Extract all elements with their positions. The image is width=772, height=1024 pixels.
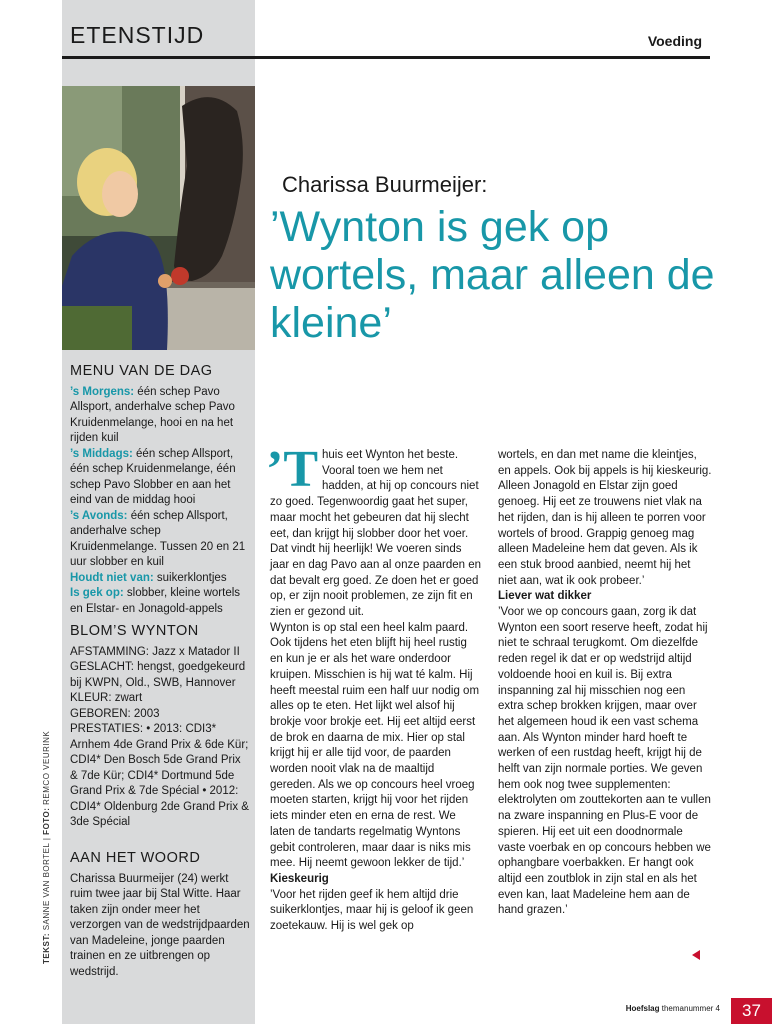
speaker-bio: Charissa Buurmeijer (24) werkt ruim twee jaar bij Stal Witte. Haar taken zijn onder meer het verzorgen van de wedstrijdpaarden van Madeleine, jonge paarden trainen en ze uitbrengen op wedstrijd. bbox=[70, 872, 250, 978]
menu-item-text: één schep Pavo Allsport, anderhalve schep Pavo Kruidenmelange, hooi en na het rijden kuil bbox=[70, 385, 235, 444]
horse-profile-box bbox=[70, 624, 250, 831]
issue-label: themanummer 4 bbox=[659, 1004, 720, 1013]
menu-item-label: Houdt niet van: bbox=[70, 571, 154, 584]
horse-results: PRESTATIES: • 2013: CDI3* Arnhem 4de Grand Prix & 6de Kür; CDI4* Den Bosch 5de Grand Prix & 7de Kür; CDI4* Dortmund 5de Grand Prix & 7de Spécial • 2012: CDI4* Oldenburg 2de Grand Prix & 3de Spécial bbox=[70, 723, 249, 828]
section-title: ETENSTIJD bbox=[70, 22, 205, 48]
menu-item-text: één schep Allsport, anderhalve schep Kruidenmelange. Tussen 20 en 21 uur slobber en kuil bbox=[70, 509, 246, 568]
menu-item bbox=[70, 385, 250, 447]
menu-item bbox=[70, 586, 250, 617]
paragraph: ’Voor het rijden geef ik hem altijd drie suikerklontjes, maar hij is geloof ik geen zoetekauw. Hij is wel gek op bbox=[270, 888, 474, 933]
intro-paragraph bbox=[266, 441, 482, 621]
menu-item-label: ’s Avonds: bbox=[70, 509, 128, 522]
article-column-2 bbox=[498, 448, 712, 919]
menu-item bbox=[70, 447, 250, 509]
menu-item-text: suikerklontjes bbox=[153, 571, 227, 584]
page-number: 37 bbox=[731, 998, 772, 1024]
horse-and-rider-photo bbox=[62, 86, 255, 350]
interviewee-name: Charissa Buurmeijer: bbox=[282, 172, 488, 197]
menu-item-text: één schep Allsport, één schep Kruidenmelange, één schep Pavo Slobber en aan het eind van de middag hooi bbox=[70, 447, 236, 506]
end-of-article-icon bbox=[692, 950, 700, 960]
text-credit-name: SANNE VAN BORTEL | bbox=[42, 834, 51, 933]
text-credit-label: TEKST: bbox=[42, 933, 51, 964]
paragraph: ’Voor we op concours gaan, zorg ik dat Wynton een soort reserve heeft, zodat hij niet te schraal terugkomt. Om diezelfde reden regel ik dat er op wedstrijd altijd voldoende hooi en kuil is. Bij extra inspanning zal hij misschien nog een extra schep brokken krijgen, maar over het algemeen houd ik een vast schema aan. Als Wynton minder hard hoeft te werken of een rustdag heeft, krijgt hij de helft van zijn normale porties. We geven hem ook nog twee supplementen: elektrolyten om zouttekorten aan te vullen na zware inspanning en Plus-E voor de spieren. Hij eet uit een doodnormale vaste voerbak en op concours hebben we ophangbare voerbakken. Er hangt ook altijd een zoutblok in zijn stal en als het even kan, laat Madeleine hem aan de hand grazen.’ bbox=[498, 606, 711, 917]
article-headline: ’Wynton is gek op wortels, maar alleen de kleine’ bbox=[270, 203, 715, 347]
speaker-heading: AAN HET WOORD bbox=[70, 850, 201, 866]
drop-cap: ’T bbox=[266, 441, 318, 498]
menu-van-de-dag-box bbox=[70, 364, 250, 617]
horse-heading: BLOM’S WYNTON bbox=[70, 623, 199, 639]
menu-item-label: ’s Morgens: bbox=[70, 385, 135, 398]
horse-color: KLEUR: zwart bbox=[70, 692, 143, 704]
menu-item bbox=[70, 509, 250, 571]
horse-pedigree: AFSTAMMING: Jazz x Matador II bbox=[70, 645, 240, 658]
menu-item bbox=[70, 571, 250, 587]
photo-credit-label: FOTO: bbox=[42, 807, 51, 835]
speaker-box bbox=[70, 851, 250, 980]
subheading-liever-wat-dikker: Liever wat dikker bbox=[498, 590, 592, 603]
category-label: Voeding bbox=[647, 33, 702, 49]
photo-credit-name: REMCO VEURINK bbox=[42, 730, 51, 808]
paragraph-text: huis eet Wynton het beste. Vooral toen we hem net hadden, at hij op concours niet zo goed. Tegenwoordig gaat het super, maar mocht het gebeuren dat hij slecht eet, dan krijgt hij slobber door het voer. Dat vindt hij heerlijk! We voeren sinds jaar en dag Pavo aan al onze paarden en dat bevalt erg goed. Ze doen het er goed op, er zijn nooit problemen, ze zijn fit en zien er gezond uit. bbox=[270, 449, 481, 619]
menu-heading: MENU VAN DE DAG bbox=[70, 363, 213, 379]
header-rule bbox=[62, 56, 710, 59]
menu-item-text: slobber, kleine wortels en Elstar- en Jonagold-appels bbox=[70, 587, 241, 615]
paragraph: Wynton is op stal een heel kalm paard. Ook tijdens het eten blijft hij heel rustig en kun je er als het ware onderdoor kruipen. Misschien is hij wat té kalm. Hij heeft meestal ruim een half uur nodig om alles op te eten. Het lijkt wel alsof hij brokje voor brokje eet. Hij eet altijd eerst de brok en daarna de mix. Hier op stal krijgt hij er alle tijd voor, de paarden worden nooit vlak na de maaltijd gereden. Als we op concours heel vroeg moeten starten, krijgt hij voor het rijden iets minder eten en erna de rest. We laten de tandarts regelmatig Wyntons gebit controleren, maar daar is niks mis mee. Hij neemt gewoon lekker de tijd.’ bbox=[270, 621, 480, 870]
horse-birth-year: GEBOREN: 2003 bbox=[70, 707, 160, 720]
paragraph: wortels, en dan met name die kleintjes, en appels. Ook bij appels is hij kieskeurig. Alleen Jonagold en Elstar zijn goed genoeg. Hij eet ze trouwens niet vlak na het rijden, dan is hij alleen te porren voor wortels of brood. Grappig genoeg mag alleen Madeleine hem dat geven. Als ik een stuk brood aanbied, neemt hij het niet aan, wat ik ook probeer.’ bbox=[498, 449, 712, 587]
article-column-1 bbox=[266, 441, 482, 935]
publication-name: Hoefslag bbox=[625, 1004, 660, 1013]
menu-item-label: ’s Middags: bbox=[70, 447, 133, 460]
menu-item-label: Is gek op: bbox=[70, 587, 124, 599]
footer-publication bbox=[626, 1004, 720, 1013]
horse-gender: GESLACHT: hengst, goedgekeurd bij KWPN, Old., SWB, Hannover bbox=[70, 661, 246, 689]
photo-credits bbox=[42, 731, 51, 964]
subheading-kieskeurig: Kieskeurig bbox=[270, 872, 329, 885]
